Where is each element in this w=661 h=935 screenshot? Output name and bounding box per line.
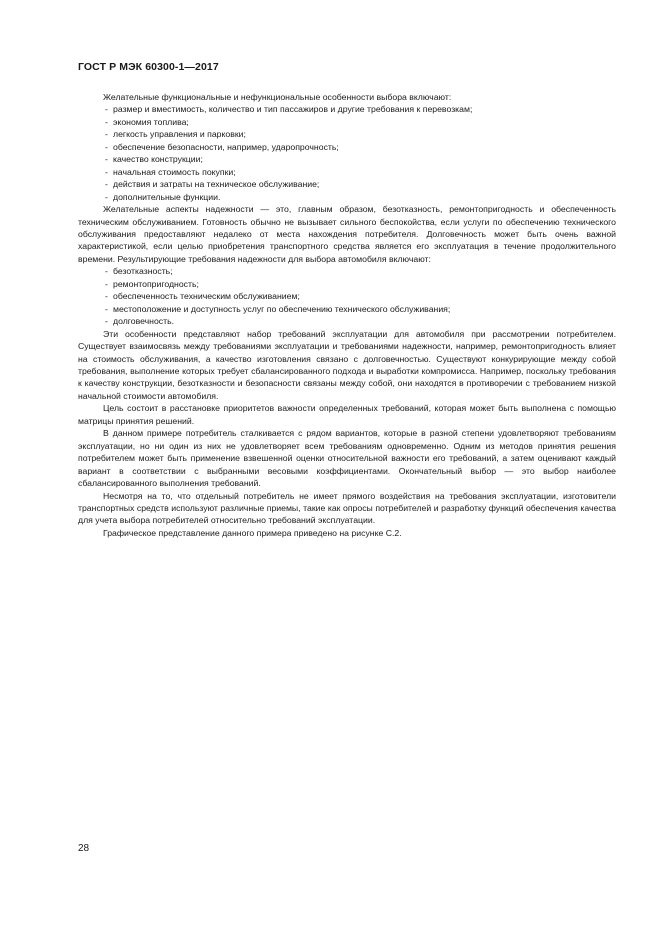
list-item: - дополнительные функции. [78,191,616,203]
list-item: - обеспечение безопасности, например, ударопрочность; [78,141,616,153]
page-number: 28 [78,843,90,854]
list-item: - экономия топлива; [78,116,616,128]
list-item: - долговечность. [78,315,616,327]
list-item: - качество конструкции; [78,153,616,165]
reliability-requirements-list [78,265,616,327]
document-header: ГОСТ Р МЭК 60300-1—2017 [78,61,219,73]
list-item: - легкость управления и парковки; [78,128,616,140]
list-item: - начальная стоимость покупки; [78,166,616,178]
paragraph-reliability: Желательные аспекты надежности — это, главным образом, безотказность, ремонтопригодность и обеспеченность техническим обслуживанием. Готовность обычно не вызывает сильного беспокойства, если услуги по обеспечению технического обслуживания предоставляют недалеко от места нахождения потребителя. Долговечность может быть очень важной характеристикой, если целью приобретения транспортного средства является его эксплуатация в течение продолжительного времени. Результирующие требования надежности для выбора автомобиля включают: [78,204,616,264]
paragraph-manufacturers: Несмотря на то, что отдельный потребитель не имеет прямого воздействия на требования эксплуатации, изготовители транспортных средств используют различные приемы, такие как опросы потребителей и разработку функций обеспечения качества для учета выбора потребителей относительно требований эксплуатации. [78,490,616,526]
list-item: - ремонтопригодность; [78,278,616,290]
functional-features-list [78,103,616,203]
list-item: - обеспеченность техническим обслуживанием; [78,290,616,302]
paragraph-intro: Желательные функциональные и нефункциональные особенности выбора включают: [103,92,452,102]
list-item: - безотказность; [78,265,616,277]
paragraph-example: В данном примере потребитель сталкивается с рядом вариантов, которые в разной степени удовлетворяют требованиям эксплуатации, но ни один из них не удовлетворяет всем требованиям одновременно. Одним из методов принятия решения потребителем может быть применение взвешенной оценки относительной важности его требований, а затем оценивают каждый вариант в соответствии с выбранными весовыми коэффициентами. Окончательный выбор — это выбор наиболее сбалансированного выполнения требований. [78,428,616,489]
list-item: - местоположение и доступность услуг по обеспечению технического обслуживания; [78,303,616,315]
paragraph-goal: Цель состоит в расстановке приоритетов важности определенных требований, которая может быть выполнена с помощью матрицы принятия решений. [78,403,616,426]
list-item: - размер и вместимость, количество и тип пассажиров и другие требования к перевозкам; [78,103,616,115]
paragraph-figure-reference: Графическое представление данного примера приведено на рисунке С.2. [103,527,402,538]
body-text [78,91,616,539]
paragraph-requirements: Эти особенности представляют набор требований эксплуатации для автомобиля при рассмотрении потребителем. Существует взаимосвязь между требованиями эксплуатации и требованиями надежности, например, ремонтопригодность влияет на стоимость обслуживания, а качество изготовления связано с долговечностью. Существуют конкурирующие между собой требования, выполнение которых требует сбалансированного подхода и выработки компромисса. Например, поскольку требования к качеству конструкции, безотказности и безопасности связаны между собой, они находятся в противоречии с требованием низкой начальной стоимости автомобиля. [78,328,616,401]
list-item: - действия и затраты на техническое обслуживание; [78,178,616,190]
